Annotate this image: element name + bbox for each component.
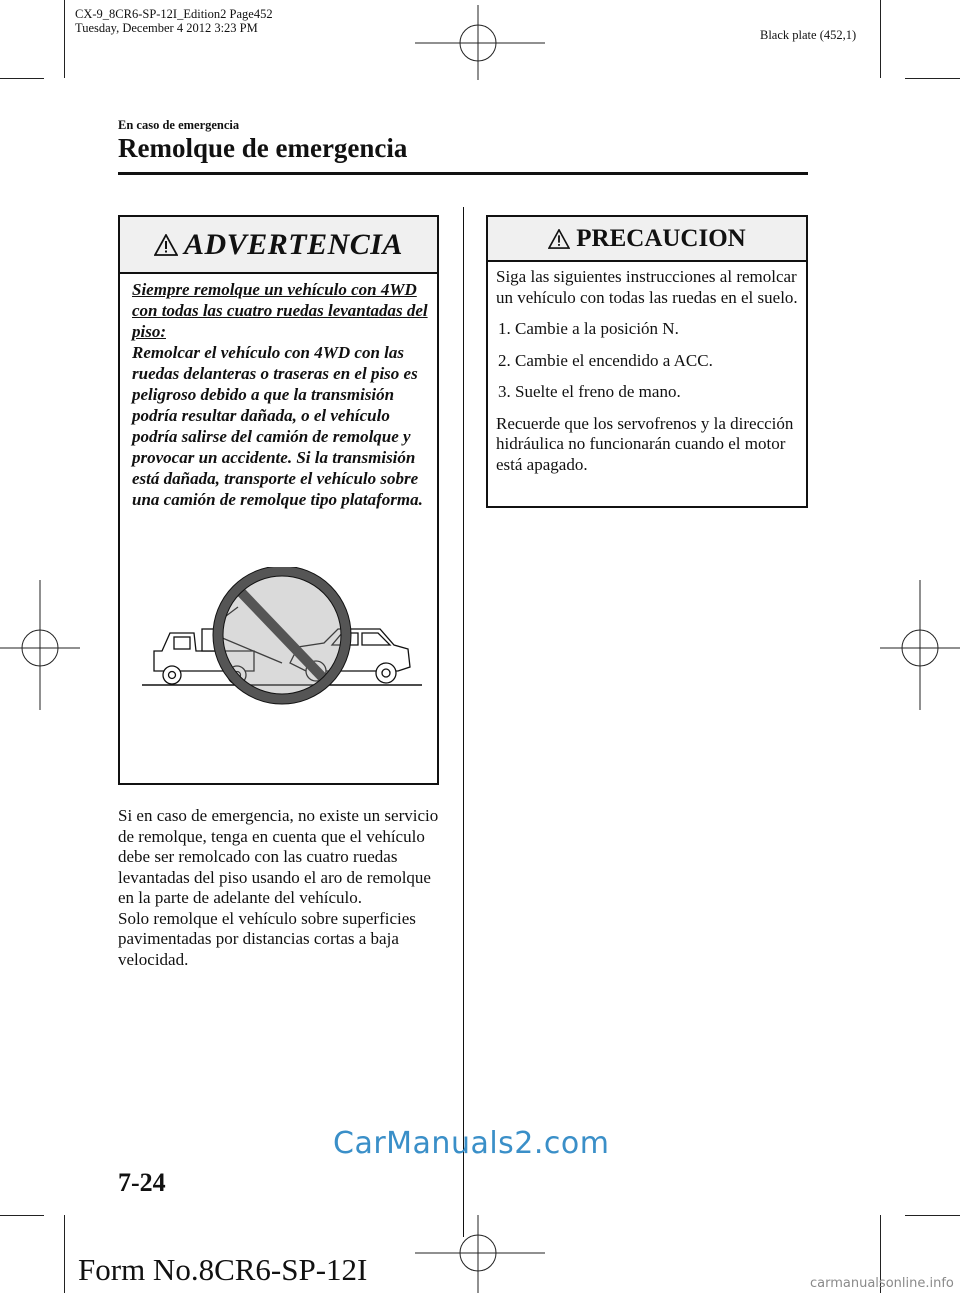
crop-mark (905, 1215, 960, 1216)
caution-header (488, 217, 806, 262)
caution-step: 1. Cambie a la posición N. (498, 319, 679, 338)
section-label: En caso de emergencia (118, 118, 240, 132)
warning-text (132, 279, 429, 510)
warning-body-text: Remolcar el vehículo con 4WD con las ruedas delanteras o traseras en el piso es peligroso debido a que la transmisión podría resultar dañada, o el vehículo podría salirse del camión de remolque y provocar un accidente. Si la transmisión está dañada, transporte el vehículo sobre una camión de remolque tipo plataforma. (132, 343, 423, 509)
body-paragraph: Si en caso de emergencia, no existe un servicio de remolque, tenga en cuenta que el vehículo debe ser remolcado con las cuatro ruedas levantadas del piso usando el aro de remolque en la parte de adelante del vehículo. (118, 806, 439, 907)
form-number: Form No.8CR6-SP-12I (78, 1252, 368, 1287)
print-timestamp: Tuesday, December 4 2012 3:23 PM (75, 21, 258, 35)
page-title: Remolque de emergencia (118, 133, 408, 163)
body-paragraph: Solo remolque el vehículo sobre superficies pavimentadas por distancias cortas a baja velocidad. (118, 908, 416, 969)
warning-title: ADVERTENCIA (184, 227, 403, 261)
caution-box (486, 215, 808, 508)
caution-step: 3. Suelte el freno de mano. (498, 382, 681, 401)
watermark: CarManuals2.com (333, 1126, 610, 1161)
caution-triangle-icon (548, 229, 570, 249)
registration-mark-left-icon (0, 580, 80, 710)
crop-mark (0, 78, 44, 79)
body-text (118, 806, 448, 970)
warning-box (118, 215, 439, 785)
plate-label: Black plate (452,1) (760, 28, 857, 42)
caution-step: 2. Cambie el encendido a ACC. (498, 350, 713, 370)
caution-intro: Siga las siguientes instrucciones al remolcar un vehículo con todas las ruedas en el suelo. (496, 267, 798, 307)
caution-title: PRECAUCION (576, 224, 746, 252)
warning-triangle-icon (154, 234, 178, 256)
crop-mark (64, 1215, 65, 1293)
warning-header (120, 217, 437, 274)
crop-mark (0, 1215, 44, 1216)
caution-note: Recuerde que los servofrenos y la dirección hidráulica no funcionarán cuando el motor está apagado. (496, 413, 794, 474)
warning-underlined-text: Siempre remolque un vehículo con 4WD con todas las cuatro ruedas levantadas del piso: (132, 280, 428, 341)
caution-text (496, 267, 798, 486)
prohibited-sign-icon (213, 567, 351, 704)
title-rule (118, 172, 808, 175)
doc-id: CX-9_8CR6-SP-12I_Edition2 Page452 (75, 7, 273, 21)
no-tow-illustration (142, 567, 422, 712)
crop-mark (880, 0, 881, 78)
registration-mark-right-icon (880, 580, 960, 710)
registration-mark-bottom-icon (415, 1215, 545, 1293)
page-number: 7-24 (118, 1168, 166, 1197)
registration-mark-top-icon (415, 5, 545, 80)
crop-mark (905, 78, 960, 79)
footer-site: carmanualsonline.info (810, 1276, 954, 1291)
crop-mark (64, 0, 65, 78)
column-divider (463, 207, 464, 1237)
